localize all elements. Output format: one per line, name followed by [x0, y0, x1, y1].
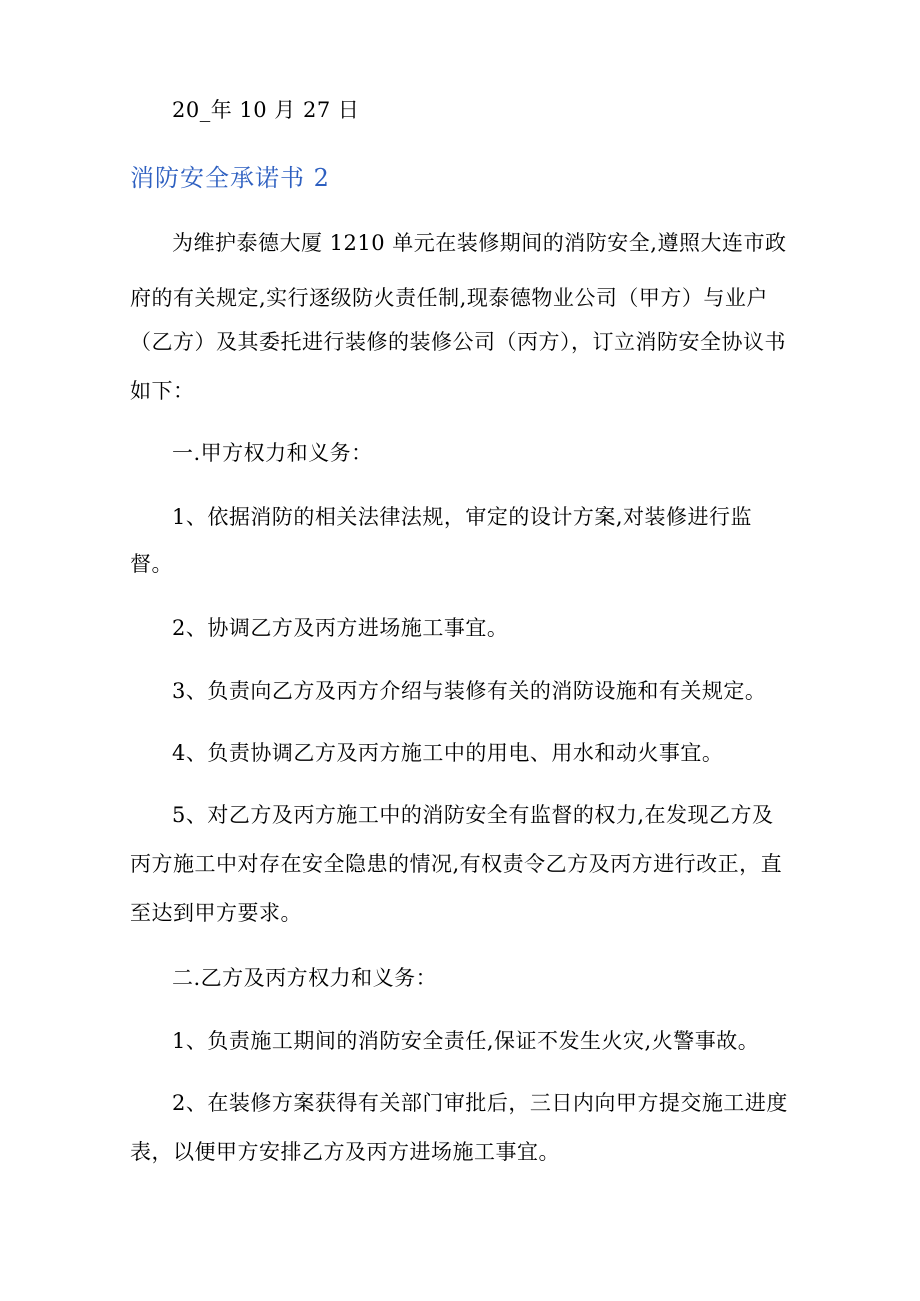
intro-line-4: 如下： — [130, 379, 195, 403]
intro-line-3: （乙方）及其委托进行装修的装修公司（丙方），订立消防安全协议书 — [130, 330, 786, 354]
section-1-item-2: 2、协调乙方及丙方进场施工事宜。 — [172, 616, 509, 640]
section-1-item-5-line-2: 丙方施工中对存在安全隐患的情况,有权责令乙方及丙方进行改正，直 — [130, 852, 783, 876]
section-2-item-1: 1、负责施工期间的消防安全责任,保证不发生火灾,火警事故。 — [172, 1029, 760, 1053]
section-1-item-4: 4、负责协调乙方及丙方施工中的用电、用水和动火事宜。 — [172, 741, 724, 765]
section-2-heading: 二.乙方及丙方权力和义务： — [172, 966, 438, 990]
section-1-item-5-line-1: 5、对乙方及丙方施工中的消防安全有监督的权力,在发现乙方及 — [172, 803, 774, 827]
intro-line-2: 府的有关规定,实行逐级防火责任制,现泰德物业公司（甲方）与业户 — [130, 286, 768, 310]
section-1-item-5-line-3: 至达到甲方要求。 — [130, 901, 302, 925]
section-1-item-1-line-1: 1、依据消防的相关法律法规，审定的设计方案,对装修进行监 — [172, 505, 753, 529]
document-title: 消防安全承诺书 2 — [130, 164, 330, 192]
section-2-item-2-line-2: 表，以便甲方安排乙方及丙方进场施工事宜。 — [130, 1140, 560, 1164]
section-1-item-1-line-2: 督。 — [130, 552, 173, 576]
section-2-item-2-line-1: 2、在装修方案获得有关部门审批后，三日内向甲方提交施工进度 — [172, 1091, 788, 1115]
section-1-item-3: 3、负责向乙方及丙方介绍与装修有关的消防设施和有关规定。 — [172, 679, 767, 703]
intro-line-1: 为维护泰德大厦 1210 单元在装修期间的消防安全,遵照大连市政 — [172, 231, 787, 255]
section-1-heading: 一.甲方权力和义务： — [172, 441, 373, 465]
date-line: 20_年 10 月 27 日 — [172, 98, 360, 122]
